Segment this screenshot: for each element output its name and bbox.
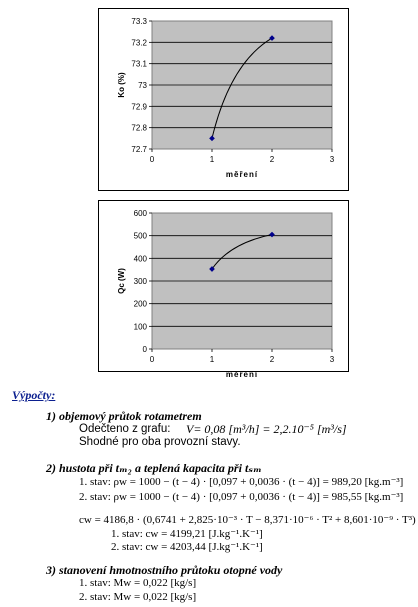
chart-qc-x-tick-label: 0	[149, 355, 155, 364]
chart-ko-y-tick-label: 72.8	[131, 123, 147, 133]
chart-ko-x-tick-label: 0	[149, 155, 155, 164]
section-3-title: 3) stanovení hmotnostního průtoku otopné vody	[46, 563, 283, 577]
section-1-line2: Shodné pro oba provozní stavy.	[79, 436, 241, 448]
section-2-cw-state1: 1. stav: cw = 4199,21 [J.kg⁻¹.K⁻¹]	[111, 528, 263, 540]
chart-qc-y-axis-label: Qc (W)	[117, 268, 126, 294]
section-2-cw-formula: cw = 4186,8 · (0,6741 + 2,825·10⁻³ · T − 8,371·10⁻⁶ · T² + 8,601·10⁻⁹ · T³)	[79, 514, 416, 526]
chart-qc-y-tick-label: 300	[133, 277, 147, 286]
calculations-heading: Výpočty:	[12, 388, 56, 402]
chart-qc-y-tick-label: 600	[133, 209, 147, 218]
section-1-title: 1) objemový průtok rotametrem	[46, 409, 202, 423]
chart-ko-y-tick-label: 72.7	[131, 145, 147, 154]
section-2-title: 2) hustota při tₘ₂ a teplená kapacita při tₛₘ	[46, 461, 262, 475]
chart-qc	[98, 200, 349, 379]
chart-qc-y-tick-label: 200	[133, 299, 147, 309]
chart-ko-y-axis-label: Ko (%)	[117, 72, 126, 98]
section-1-line1-formula: V= 0,08 [m³/h] = 2,2.10⁻⁵ [m³/s]	[186, 422, 347, 436]
chart-qc-y-tick-label: 400	[133, 254, 147, 264]
chart-ko-x-tick-label: 1	[209, 155, 215, 164]
chart-qc-x-tick-label: 3	[329, 355, 335, 364]
chart-ko-y-tick-label: 72.9	[131, 102, 147, 112]
section-1-line1-label: Odečteno z grafu:	[79, 423, 171, 435]
chart-ko-y-tick-label: 73.3	[131, 17, 147, 26]
chart-qc-x-tick-label: 1	[209, 355, 215, 364]
chart-qc-y-tick-label: 500	[133, 231, 147, 241]
chart-qc-x-axis-label: měření	[225, 370, 259, 379]
chart-ko-x-tick-label: 3	[329, 155, 335, 164]
chart-ko	[98, 8, 349, 191]
section-2-cw-state2: 2. stav: cw = 4203,44 [J.kg⁻¹.K⁻¹]	[111, 541, 263, 553]
chart-ko-y-tick-label: 73	[138, 81, 147, 90]
chart-ko-x-axis-label: měření	[225, 170, 259, 179]
chart-ko-y-tick-label: 73.1	[131, 59, 147, 69]
chart-qc-y-tick-label: 100	[133, 322, 147, 332]
section-3-line2: 2. stav: Mw = 0,022 [kg/s]	[79, 591, 197, 603]
chart-qc-svg	[99, 201, 348, 379]
section-2-line1: 1. stav: ρw = 1000 − (t − 4) · [0,097 + 0,0036 · (t − 4)] = 989,20 [kg.m⁻³]	[79, 476, 404, 488]
chart-ko-x-tick-label: 2	[269, 155, 275, 164]
section-2-line2: 2. stav: ρw = 1000 − (t − 4) · [0,097 + 0,0036 · (t − 4)] = 985,55 [kg.m⁻³]	[79, 491, 404, 503]
chart-qc-y-tick-label: 0	[142, 345, 147, 354]
chart-ko-y-tick-label: 73.2	[131, 38, 147, 48]
chart-ko-svg	[99, 9, 348, 190]
chart-qc-x-tick-label: 2	[269, 355, 275, 364]
section-3-line1: 1. stav: Mw = 0,022 [kg/s]	[79, 577, 197, 589]
